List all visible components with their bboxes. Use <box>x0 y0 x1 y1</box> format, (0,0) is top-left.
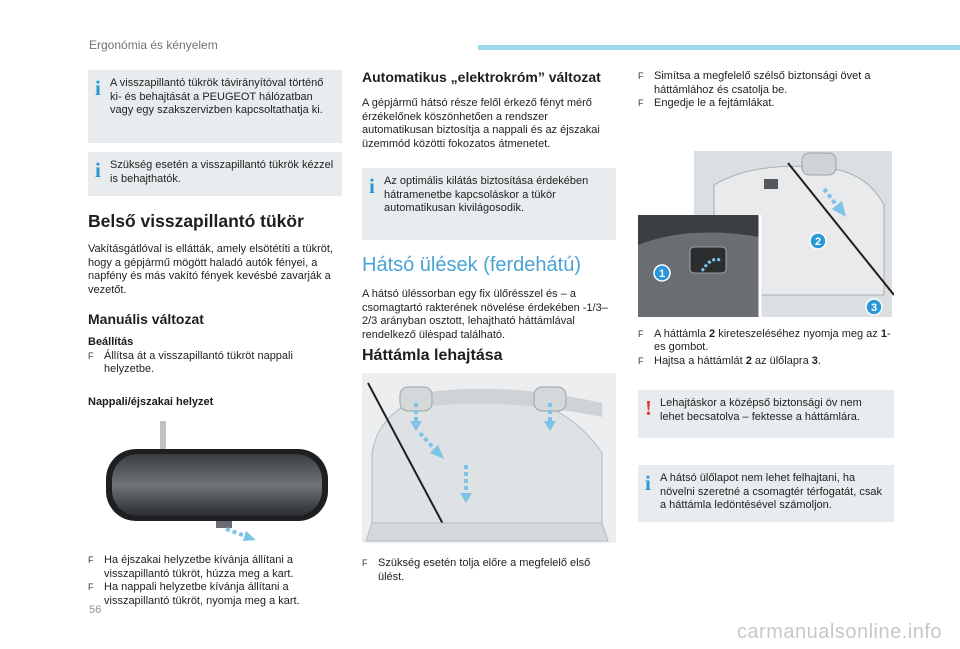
info-box-reverse <box>362 168 616 240</box>
mirror-lever <box>216 521 232 528</box>
bullet-setting: F Állítsa át a visszapillantó tükröt nappali helyzetbe. <box>88 350 342 377</box>
bullet-unlock: F A háttámla 2 kireteszeléséhez nyomja meg az 1-es gombot. <box>638 328 894 355</box>
seat-cushion <box>366 523 608 541</box>
headrest-left <box>400 387 432 411</box>
bullet-belt: F Simítsa a megfelelő szélső biztonsági övet a háttámlához és csatolja be. <box>638 70 894 97</box>
label-setting: Beállítás <box>88 336 134 348</box>
bullet-day: F Ha nappali helyzetbe kívánja állítani a visszapillantó tükröt, nyomja meg a kart. <box>88 581 342 608</box>
info-text: Az optimális kilátás biztosítása érdekében hátramenetbe kapcsoláskor a tükör automatikusan kivilágosodik. <box>384 175 589 214</box>
warning-text: Lehajtáskor a középső biztonsági öv nem lehet becsatolva – fektesse a háttámlára. <box>660 397 862 423</box>
info-icon: i <box>369 174 375 198</box>
info-box-manual-folding <box>88 152 342 196</box>
heading-electrochrome: Automatikus „elektrokróm” változat <box>362 69 601 85</box>
column-middle <box>362 70 616 584</box>
heading-fold-backrest: Háttámla lehajtása <box>362 347 503 364</box>
warning-icon: ! <box>645 396 652 420</box>
mirror-intro-text: Vakításgátlóval is ellátták, amely elsötétíti a tükröt, hogy a gépjármű mögött haladó autók fényei, a napfény és más vakító fények kevésbé zavarják a vezetőt. <box>88 243 333 296</box>
column-right <box>638 70 894 522</box>
info-box-remote-folding <box>88 70 342 143</box>
info-box-cushion <box>638 465 894 522</box>
electrochrome-text: A gépjármű hátsó része felől érkező fényt mérő érzékelőnek köszönhetően a rendszer automatikusan biztosítja a nappali és az éjszakai üzemmód közötti fokozatos átmenetet. <box>362 97 600 150</box>
bullet-headrest: F Engedje le a fejtámlákat. <box>638 97 894 111</box>
section-header: Ergonómia és kényelem <box>89 38 218 52</box>
bullet-night: F Ha éjszakai helyzetbe kívánja állítani a visszapillantó tükröt, húzza meg a kart. <box>88 554 342 581</box>
mirror-mount <box>160 421 166 451</box>
heading-manual-version: Manuális változat <box>88 311 204 327</box>
bullet-fold: F Hajtsa a háttámlát 2 az ülőlapra 3. <box>638 355 894 369</box>
bullet-move-front-seat: F Szükség esetén tolja előre a megfelelő első ülést. <box>362 557 616 584</box>
info-icon: i <box>645 471 651 495</box>
step-label-2: 2 <box>814 235 822 248</box>
inset-button-housing <box>690 247 726 273</box>
headrest-right <box>534 387 566 411</box>
page-number: 56 <box>89 604 102 616</box>
column-left <box>88 70 342 608</box>
info-icon: i <box>95 76 101 100</box>
rear-bench-illustration <box>362 373 616 543</box>
info-text: A visszapillantó tükrök távirányítóval történő ki- és behajtását a PEUGEOT hálózatban vagy egy szakszervizben kapcsoltathatja ki. <box>110 77 324 116</box>
step-label-1: 1 <box>658 267 666 280</box>
header-accent-bar <box>478 45 960 50</box>
arrow-head-icon <box>243 531 256 541</box>
rearview-mirror-illustration <box>88 419 342 543</box>
step-label-3: 3 <box>870 301 878 314</box>
headrest <box>802 153 836 175</box>
rear-seats-text: A hátsó üléssorban egy fix ülőrésszel és – a csomagtartó rakterének növelése érdekében -1/3–2/3 arányban osztott, lehajtható háttámlával rendelkező ülėspad található. <box>362 288 608 341</box>
heading-interior-mirror: Belső visszapillantó tükör <box>88 211 304 231</box>
heading-rear-seats: Hátsó ülések (ferdehátú) <box>362 254 582 276</box>
info-text: A hátsó ülőlapot nem lehet felhajtani, ha növelni szeretné a csomagtér térfogatát, csak a háttámla ledöntésével számoljon. <box>660 472 882 511</box>
label-day-night: Nappali/éjszakai helyzet <box>88 395 214 408</box>
warning-box-center-belt <box>638 390 894 438</box>
mirror-glass <box>112 454 322 516</box>
backrest-release-illustration <box>638 145 894 317</box>
info-icon: i <box>95 158 101 182</box>
watermark: carmanualsonline.info <box>736 621 942 643</box>
release-button <box>764 179 778 189</box>
info-text: Szükség esetén a visszapillantó tükrök kézzel is behajthatók. <box>110 159 334 185</box>
